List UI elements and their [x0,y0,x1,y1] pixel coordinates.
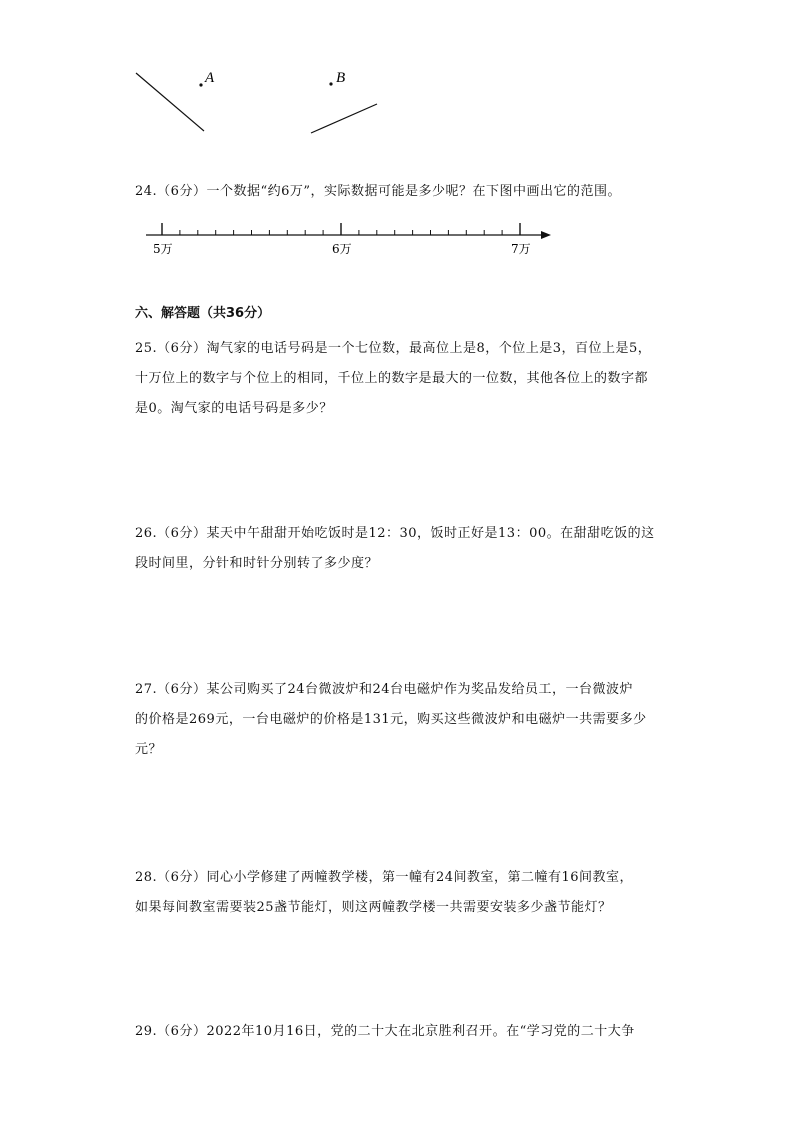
question-28-line-2: 如果每间教室需要装25盏节能灯，则这两幢教学楼一共需要安装多少盏节能灯？ [135,900,612,915]
question-29 [135,1017,675,1047]
question-25 [135,334,675,424]
number-line [0,215,794,265]
question-25-line-2: 十万位上的数字与个位上的相同，千位上的数字是最大的一位数，其他各位上的数字都 [135,371,649,386]
question-26 [135,519,675,579]
number-line-label-7wan: 7万 [511,242,531,256]
question-25-line-3: 是0。淘气家的电话号码是多少？ [135,401,333,416]
question-24 [135,177,675,207]
question-27 [135,675,675,765]
ray-right [311,104,377,133]
number-line-label-5wan: 5万 [153,242,173,256]
question-26-line-2: 段时间里，分针和时针分别转了多少度？ [135,556,379,571]
number-line-label-6wan: 6万 [332,242,352,256]
question-27-line-1: 27.（6分）某公司购买了24台微波炉和24台电磁炉作为奖品发给员工，一台微波炉 [135,682,634,697]
number-line-arrow [541,231,551,239]
question-28-line-1: 28.（6分）同心小学修建了两幢教学楼，第一幢有24间教室，第二幢有16间教室， [135,870,634,885]
question-28 [135,863,675,923]
question-29-line-1: 29.（6分）2022年10月16日，党的二十大在北京胜利召开。在“学习党的二十大争 [135,1024,635,1039]
number-line-ticks [162,223,520,235]
question-27-line-3: 元？ [135,742,163,757]
point-b-dot [329,82,332,85]
question-24-text: 24.（6分）一个数据“约6万”，实际数据可能是多少呢？在下图中画出它的范围。 [135,184,622,199]
section-6-title: 六、解答题（共36分） [135,306,271,321]
question-25-line-1: 25.（6分）淘气家的电话号码是一个七位数，最高位上是8，个位上是3，百位上是5， [135,341,652,356]
angle-figure [0,0,794,150]
question-26-line-1: 26.（6分）某天中午甜甜开始吃饭时是12：30，饭时正好是13：00。在甜甜吃饭的这 [135,526,655,541]
question-27-line-2: 的价格是269元，一台电磁炉的价格是131元，购买这些微波炉和电磁炉一共需要多少 [135,712,647,727]
point-a-label: A [205,70,215,86]
point-b-label: B [336,70,346,86]
ray-left [136,73,204,131]
point-a-dot [199,83,202,86]
